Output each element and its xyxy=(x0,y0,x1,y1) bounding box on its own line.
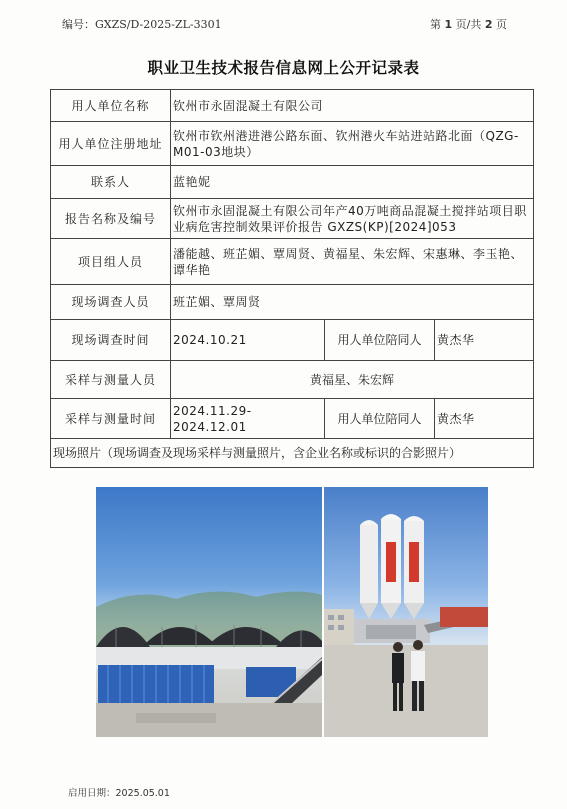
site-photo-silos xyxy=(324,487,488,737)
row-address xyxy=(51,122,534,166)
row-employer xyxy=(51,90,534,122)
page-total: 2 xyxy=(484,18,493,31)
row-sampling-time xyxy=(51,399,534,439)
contact-label: 联系人 xyxy=(51,166,171,199)
team-value: 潘能越、班芷媚、覃周贤、黄福星、朱宏辉、宋惠琳、李玉艳、谭华艳 xyxy=(171,239,534,285)
sampling-escort-value: 黄杰华 xyxy=(435,399,534,439)
sampling-escort-label: 用人单位陪同人 xyxy=(325,399,435,439)
page-title: 职业卫生技术报告信息网上公开记录表 xyxy=(147,59,420,77)
row-photos-label xyxy=(51,439,534,468)
row-sampling-staff xyxy=(51,361,534,399)
sampling-staff-label: 采样与测量人员 xyxy=(51,361,171,399)
page-suffix: 页 xyxy=(496,18,507,31)
record-table xyxy=(50,89,534,468)
team-label: 项目组人员 xyxy=(51,239,171,285)
photos-label: 现场照片（现场调查及现场采样与测量照片，含企业名称或标识的合影照片） xyxy=(51,439,534,468)
survey-time-label: 现场调查时间 xyxy=(51,320,171,361)
site-photo-plant xyxy=(96,487,322,737)
row-survey-staff xyxy=(51,285,534,320)
row-team xyxy=(51,239,534,285)
survey-escort-label: 用人单位陪同人 xyxy=(325,320,435,361)
survey-time-value: 2024.10.21 xyxy=(171,320,325,361)
page-prefix: 第 xyxy=(429,18,441,31)
survey-staff-label: 现场调查人员 xyxy=(51,285,171,320)
sampling-time-value: 2024.11.29-2024.12.01 xyxy=(171,399,325,439)
report-label: 报告名称及编号 xyxy=(51,199,171,239)
report-value: 钦州市永固混凝土有限公司年产40万吨商品混凝土搅拌站项目职业病危害控制效果评价报告 GXZS(KP)[2024]053 xyxy=(171,199,534,239)
row-survey-time xyxy=(51,320,534,361)
page-indicator xyxy=(430,16,507,32)
employer-label: 用人单位名称 xyxy=(51,90,171,122)
address-value: 钦州市钦州港进港公路东面、钦州港火车站进站路北面（QZG-M01-03地块） xyxy=(171,122,534,166)
page-current: 1 xyxy=(444,18,453,31)
survey-staff-value: 班芷媚、覃周贤 xyxy=(171,285,534,320)
contact-value: 蓝艳妮 xyxy=(171,166,534,199)
employer-value: 钦州市永固混凝土有限公司 xyxy=(171,90,534,122)
enabled-date: 启用日期：2025.05.01 xyxy=(68,788,170,799)
document-number: 编号：GXZS/D-2025-ZL-3301 xyxy=(62,18,222,31)
row-report xyxy=(51,199,534,239)
survey-escort-value: 黄杰华 xyxy=(435,320,534,361)
page-mid: 页/共 xyxy=(455,18,482,31)
row-contact xyxy=(51,166,534,199)
sampling-time-label: 采样与测量时间 xyxy=(51,399,171,439)
sampling-staff-value: 黄福星、朱宏辉 xyxy=(171,361,534,399)
site-photos xyxy=(96,487,488,737)
address-label: 用人单位注册地址 xyxy=(51,122,171,166)
